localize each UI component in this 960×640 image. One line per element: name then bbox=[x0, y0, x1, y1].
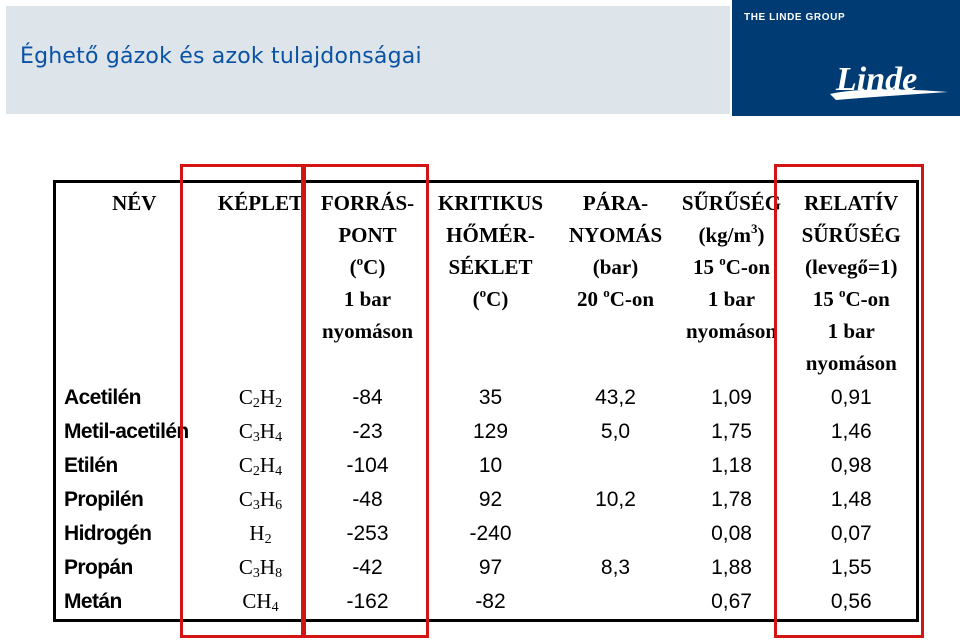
boiling-point-cell: -104 bbox=[346, 454, 389, 477]
slide-header bbox=[0, 0, 960, 116]
header-density: SŰRŰSÉG $(kg/m^3)$ 15 $^o$C-on 1 bar nyomáson bbox=[681, 191, 782, 343]
gas-name-cell: Propilén bbox=[64, 488, 144, 511]
critical-temp-cell: -82 bbox=[475, 590, 506, 613]
vapor-pressure-cell: 10,2 bbox=[595, 488, 636, 511]
formula-cell: $C_3H_6$ bbox=[238, 486, 283, 513]
density-cell: 1,78 bbox=[711, 488, 752, 511]
table-body bbox=[55, 381, 918, 621]
linde-logo-icon bbox=[826, 56, 952, 106]
vapor-pressure-cell bbox=[555, 449, 677, 483]
table-row bbox=[55, 415, 918, 449]
critical-temp-cell: 35 bbox=[478, 386, 503, 409]
header-name: NÉV bbox=[112, 191, 157, 215]
table-header-row bbox=[55, 182, 918, 382]
density-cell: 1,75 bbox=[711, 420, 752, 443]
critical-temp-cell: -240 bbox=[469, 522, 512, 545]
page-title: Éghető gázok és azok tulajdonságai bbox=[20, 44, 422, 69]
table-row bbox=[55, 517, 918, 551]
density-cell: 0,67 bbox=[711, 590, 752, 613]
gas-name-cell: Hidrogén bbox=[64, 522, 152, 545]
header-vapor-pressure: PÁRA- NYOMÁS (bar) 20 $^o$C-on bbox=[568, 191, 663, 311]
gas-name-cell: Metán bbox=[64, 590, 122, 613]
formula-cell: $C_3H_8$ bbox=[238, 554, 283, 581]
critical-temp-cell: 92 bbox=[478, 488, 503, 511]
formula-cell: $CH_4$ bbox=[242, 588, 279, 615]
logo-group-text: THE LINDE GROUP bbox=[744, 12, 846, 23]
formula-cell: $C_3H_4$ bbox=[238, 418, 283, 445]
vapor-pressure-cell: 43,2 bbox=[595, 386, 636, 409]
vapor-pressure-cell: 5,0 bbox=[600, 420, 631, 443]
header-boiling-point: FORRÁS- PONT ($^o$C) 1 bar nyomáson bbox=[320, 191, 415, 343]
relative-density-cell: 1,48 bbox=[830, 488, 872, 511]
density-cell: 0,08 bbox=[711, 522, 752, 545]
header-formula: KÉPLET bbox=[217, 191, 304, 215]
boiling-point-cell: -84 bbox=[352, 386, 383, 409]
vapor-pressure-cell bbox=[555, 517, 677, 551]
critical-temp-cell: 97 bbox=[478, 556, 503, 579]
relative-density-cell: 0,98 bbox=[830, 454, 872, 477]
critical-temp-cell: 10 bbox=[478, 454, 503, 477]
header-relative-density: RELATÍV SŰRŰSÉG (levegő=1) 15 $^o$C-on 1 bar nyomáson bbox=[801, 191, 901, 375]
relative-density-cell: 0,56 bbox=[830, 590, 872, 613]
boiling-point-cell: -23 bbox=[352, 420, 383, 443]
gas-name-cell: Etilén bbox=[64, 454, 118, 477]
density-cell: 1,09 bbox=[711, 386, 752, 409]
formula-cell: $C_2H_4$ bbox=[238, 452, 283, 479]
relative-density-cell: 1,55 bbox=[830, 556, 872, 579]
gas-properties-table bbox=[53, 180, 919, 622]
density-cell: 1,88 bbox=[711, 556, 752, 579]
boiling-point-cell: -253 bbox=[346, 522, 389, 545]
formula-cell: $C_2H_2$ bbox=[238, 384, 283, 411]
boiling-point-cell: -42 bbox=[352, 556, 383, 579]
relative-density-cell: 0,91 bbox=[830, 386, 872, 409]
svg-text:Linde: Linde bbox=[836, 61, 918, 98]
table-row bbox=[55, 449, 918, 483]
critical-temp-cell: 129 bbox=[472, 420, 509, 443]
density-cell: 1,18 bbox=[711, 454, 752, 477]
table-row bbox=[55, 585, 918, 621]
table-row bbox=[55, 551, 918, 585]
vapor-pressure-cell: 8,3 bbox=[600, 556, 631, 579]
relative-density-cell: 1,46 bbox=[830, 420, 872, 443]
formula-cell: $H_2$ bbox=[249, 520, 272, 547]
relative-density-cell: 0,07 bbox=[830, 522, 872, 545]
boiling-point-cell: -162 bbox=[346, 590, 389, 613]
table-row bbox=[55, 381, 918, 415]
gas-name-cell: Acetilén bbox=[64, 386, 141, 409]
boiling-point-cell: -48 bbox=[352, 488, 383, 511]
gas-name-cell: Metil-acetilén bbox=[64, 420, 189, 443]
header-critical-temp: KRITIKUS HŐMÉR- SÉKLET ($^o$C) bbox=[437, 191, 544, 311]
table-row bbox=[55, 483, 918, 517]
gas-name-cell: Propán bbox=[64, 556, 133, 579]
vapor-pressure-cell bbox=[555, 585, 677, 621]
